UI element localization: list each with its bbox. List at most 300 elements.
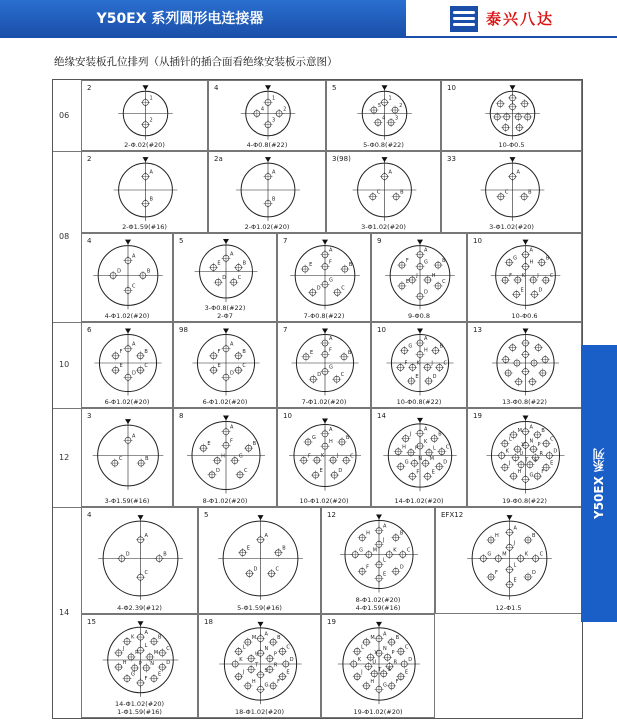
contact-letter: B: [532, 532, 536, 539]
arrangement-code: 5: [179, 237, 184, 245]
contact-letter: L: [508, 436, 512, 443]
contact-letter: B: [272, 196, 276, 203]
contact-letter: A: [149, 169, 153, 176]
contact-letter: K: [416, 360, 420, 367]
contact-letter: A: [264, 532, 268, 539]
contact-letter: D: [230, 370, 234, 377]
series-side-tab-label: Y50EX 系列: [592, 448, 606, 520]
keyway-marker: [258, 622, 264, 627]
contact-letter: D: [125, 551, 130, 558]
contact-letter: B: [545, 255, 550, 262]
insert-face-diagram: [174, 409, 278, 508]
contact-letter: D: [399, 564, 404, 571]
arrangement-code: 2: [87, 155, 92, 163]
arrangement-caption: 19-Φ0.8(#22): [502, 497, 547, 505]
insert-face-diagram: [82, 409, 174, 508]
contact-letter: A: [424, 336, 428, 343]
keyway-marker: [417, 240, 423, 245]
arrangement-caption: 1-Φ1.59(#16): [117, 708, 162, 716]
keyway-marker: [417, 328, 423, 333]
contact-letter: B: [348, 262, 353, 269]
contact-letter: B: [282, 545, 286, 552]
arrangement-code: 9: [377, 237, 382, 245]
row-size-label: 10: [59, 360, 70, 369]
row-divider: [53, 151, 81, 152]
contact-letter: C: [442, 278, 446, 285]
contact-letter: A: [230, 341, 234, 348]
contact-letter: C: [550, 436, 554, 443]
contact-letter: P: [273, 651, 277, 658]
contact-letter: N: [418, 456, 423, 463]
contact-letter: D: [216, 467, 220, 474]
contact-letter: G: [359, 547, 364, 554]
contact-letter: G: [404, 459, 409, 466]
contact-letter: F: [395, 678, 399, 685]
page-title: Y50EX 系列圆形电连接器: [96, 11, 264, 27]
keyway-marker: [258, 515, 264, 520]
contact-letter: E: [520, 287, 524, 294]
arrangement-caption: 7-Φ1.02(#20): [301, 398, 347, 406]
contact-letter: 5: [377, 103, 382, 110]
contact-letter: V: [521, 442, 525, 449]
insert-face-diagram: [372, 323, 468, 409]
arrangement-code: 10: [447, 84, 456, 92]
brand-block: [406, 0, 617, 38]
arrangement-code: 98: [179, 326, 188, 334]
contact-letter: A: [230, 251, 234, 258]
contact-letter: 4: [260, 106, 265, 113]
arrangement-caption: 14-Φ1.02(#20): [115, 700, 164, 708]
contact-letter: G: [383, 682, 387, 689]
arrangement-caption: 10-Φ0.8(#22): [396, 398, 442, 406]
arrangement-code: 4: [214, 84, 219, 92]
contact-letter: D: [117, 268, 121, 275]
arrangement-caption: 12-Φ1.5: [495, 604, 522, 612]
contact-letter: H: [517, 469, 522, 476]
contact-letter: D: [253, 566, 258, 573]
contact-letter: H: [221, 453, 225, 460]
contact-letter: D: [289, 657, 294, 663]
contact-letter: A: [272, 169, 276, 176]
contact-letter: A: [424, 426, 428, 433]
arrangement-code: 8: [179, 412, 184, 420]
contact-letter: K: [393, 547, 397, 554]
contact-letter: A: [513, 525, 517, 532]
contact-letter: B: [348, 349, 352, 356]
keyway-marker: [265, 85, 271, 90]
keyway-marker: [376, 622, 382, 627]
contact-letter: D: [317, 372, 322, 379]
keyway-marker: [322, 418, 328, 423]
arrangement-cell: [277, 233, 371, 322]
contact-letter: B: [399, 530, 404, 537]
contact-letter: C: [132, 283, 136, 290]
insert-face-diagram: [468, 409, 583, 508]
contact-letter: T: [525, 457, 529, 464]
contact-letter: B: [242, 260, 247, 267]
contact-letter: P: [391, 650, 395, 657]
keyway-marker: [138, 515, 144, 520]
insert-face-diagram: [442, 152, 583, 234]
contact-letter: B: [541, 427, 545, 434]
contact-letter: J: [361, 669, 363, 676]
arrangement-code: 10: [473, 237, 482, 245]
contact-letter: J: [383, 537, 385, 544]
contact-letter: E: [513, 577, 517, 584]
insert-face-diagram: [278, 409, 372, 508]
arrangement-caption: 2-Φ1.59(#16): [122, 223, 167, 231]
contact-letter: C: [443, 360, 447, 367]
contact-letter: J: [513, 540, 515, 547]
arrangement-caption: 4-Φ2.39(#12): [117, 604, 162, 612]
contact-letter: 3: [395, 115, 399, 122]
arrangement-cell: [198, 614, 321, 718]
keyway-marker: [523, 415, 529, 420]
contact-letter: B: [163, 551, 167, 558]
contact-letter: F: [405, 258, 409, 265]
contact-letter: C: [504, 189, 509, 196]
arrangement-caption: 8-Φ1.02(#20): [355, 596, 401, 604]
arrangement-code: 4: [87, 511, 92, 519]
contact-letter: H: [370, 678, 375, 685]
arrangement-code: 15: [87, 618, 96, 626]
insert-face-diagram: [82, 152, 209, 234]
contact-letter: P: [414, 445, 418, 452]
arrangement-caption: 2-Φ1.02(#20): [244, 223, 290, 231]
contact-letter: E: [309, 262, 313, 269]
contact-letter: B: [252, 441, 257, 448]
contact-letter: E: [207, 441, 211, 448]
contact-letter: R: [273, 662, 278, 669]
arrangement-cell: [198, 507, 321, 614]
keyway-marker: [125, 328, 131, 333]
keyway-marker: [322, 240, 328, 245]
contact-letter: C: [404, 644, 409, 651]
arrangement-cell: [371, 408, 467, 507]
keyway-marker: [125, 240, 131, 245]
contact-letter: G: [329, 277, 333, 284]
arrangement-cell: [321, 507, 435, 614]
keyway-marker: [265, 157, 271, 162]
page-header: [0, 0, 617, 38]
contact-letter: J: [537, 272, 539, 279]
contact-letter: H: [402, 444, 406, 451]
contact-letter: A: [264, 631, 268, 638]
insert-face-diagram: [436, 508, 583, 615]
arrangement-caption: 18-Φ1.02(#20): [235, 708, 284, 716]
arrangement-cell: [326, 151, 441, 233]
contact-letter: 1: [388, 95, 392, 102]
contact-letter: C: [275, 566, 279, 573]
arrangement-caption: 3-Φ1.02(#20): [361, 223, 406, 231]
arrangement-cell: [467, 233, 582, 322]
arrangement-code: 5: [204, 511, 209, 519]
contact-letter: D: [424, 289, 428, 296]
contact-letter: G: [487, 551, 492, 558]
insert-face-diagram: [327, 152, 442, 234]
arrangement-code: 33: [447, 155, 456, 163]
insert-face-diagram: [82, 323, 174, 409]
contact-letter: E: [286, 669, 290, 676]
contact-letter: F: [307, 453, 311, 460]
contact-letter: B: [149, 196, 153, 203]
contact-letter: A: [144, 630, 148, 637]
contact-letter: D: [166, 660, 171, 667]
keyway-marker: [125, 419, 131, 424]
contact-letter: A: [230, 424, 234, 431]
contact-letter: F: [366, 564, 370, 571]
contact-letter: A: [329, 426, 333, 433]
arrangement-cell: [81, 151, 208, 233]
contact-letter: U: [255, 651, 259, 658]
insert-arrangement-grid: [52, 79, 583, 719]
contact-letter: D: [432, 374, 437, 381]
contact-letter: G: [329, 364, 333, 371]
contact-letter: G: [529, 472, 534, 479]
contact-letter: K: [521, 272, 526, 279]
arrangement-cell: [173, 408, 277, 507]
contact-letter: 2: [149, 117, 153, 124]
arrangement-code: 4: [87, 237, 92, 245]
arrangement-caption: 9-Φ0.8: [408, 312, 430, 320]
contact-letter: M: [372, 547, 378, 554]
arrangement-cell: [173, 233, 277, 322]
insert-face-diagram: [372, 409, 468, 508]
contact-letter: E: [319, 468, 323, 475]
contact-letter: C: [445, 444, 450, 451]
insert-face-diagram: [278, 323, 372, 409]
contact-letter: E: [217, 260, 221, 267]
arrangement-cell: [441, 80, 582, 151]
contact-letter: M: [370, 635, 375, 642]
contact-letter: F: [217, 348, 221, 355]
contact-letter: B: [145, 456, 149, 463]
contact-letter: B: [277, 635, 281, 642]
section-subtitle: 绝缘安装板孔位排列（从插针的插合面看绝缘安装板示意图）: [54, 56, 338, 68]
row-divider: [53, 408, 81, 409]
contact-letter: F: [416, 469, 420, 476]
keyway-marker: [322, 328, 328, 333]
keyway-marker: [523, 240, 529, 245]
contact-letter: N: [150, 660, 155, 667]
contact-letter: C: [237, 275, 242, 282]
arrangement-cell: [208, 151, 326, 233]
contact-letter: R: [135, 649, 139, 656]
contact-letter: D: [553, 448, 558, 455]
contact-letter: C: [144, 570, 148, 577]
arrangement-caption: 10-Φ0.5: [498, 141, 525, 149]
arrangement-caption: 14-Φ1.02(#20): [394, 497, 444, 505]
row-size-label: 14: [59, 607, 70, 617]
keyway-marker: [382, 157, 388, 162]
contact-letter: C: [243, 467, 248, 474]
keyway-marker: [510, 157, 516, 162]
insert-face-diagram: [468, 234, 583, 323]
contact-letter: M: [251, 635, 257, 642]
contact-letter: E: [119, 363, 123, 370]
contact-letter: C: [118, 456, 123, 463]
contact-letter: K: [524, 551, 528, 558]
arrangement-caption: 2-Φ.02(#20): [124, 141, 165, 149]
contact-letter: J: [242, 669, 245, 676]
row-size-label: 08: [59, 231, 70, 241]
contact-letter: M: [153, 649, 159, 656]
contact-letter: 1: [272, 95, 276, 102]
contact-letter: B: [242, 348, 246, 355]
contact-letter: B: [442, 258, 446, 265]
contact-letter: K: [131, 634, 135, 641]
arrangement-caption: 10-Φ0.6: [511, 312, 538, 320]
contact-letter: C: [242, 363, 246, 370]
contact-letter: H: [494, 532, 499, 539]
contact-letter: A: [529, 247, 533, 254]
contact-letter: S: [387, 666, 391, 673]
arrangement-cell: [321, 614, 435, 718]
insert-face-diagram: [372, 234, 468, 323]
arrangement-cell: [467, 408, 582, 507]
contact-letter: G: [131, 671, 135, 678]
keyway-marker: [417, 418, 423, 423]
arrangement-cell: [441, 151, 582, 233]
contact-letter: E: [405, 278, 410, 285]
contact-letter: G: [513, 255, 518, 262]
arrangement-caption: 4-Φ1.02(#20): [104, 312, 150, 320]
arrangement-code: 3(98): [332, 155, 351, 163]
arrangement-code: 18: [204, 618, 213, 626]
contact-letter: D: [222, 275, 227, 282]
contact-letter: 2: [283, 106, 287, 113]
arrangement-code: 7: [283, 326, 288, 334]
arrangement-code: 2a: [214, 155, 223, 163]
contact-letter: L: [513, 562, 517, 569]
insert-face-diagram: [278, 234, 372, 323]
arrangement-caption: 10-Φ1.02(#20): [299, 497, 349, 505]
contact-letter: C: [144, 363, 148, 370]
company-logo-icon: [450, 6, 478, 32]
contact-letter: F: [494, 570, 498, 577]
contact-letter: L: [433, 445, 436, 452]
arrangement-cell: [81, 233, 173, 322]
keyway-marker: [138, 621, 144, 626]
row-size-label: 06: [59, 110, 70, 120]
contact-letter: C: [406, 547, 411, 554]
contact-letter: L: [361, 644, 364, 651]
arrangement-caption: 4-Φ1.59(#16): [355, 604, 401, 612]
contact-letter: D: [338, 468, 343, 475]
contact-letter: G: [408, 343, 413, 350]
contact-letter: A: [132, 433, 136, 440]
keyway-marker: [376, 514, 382, 519]
keyway-marker: [143, 157, 149, 162]
insert-face-diagram: [209, 152, 327, 234]
insert-face-diagram: [199, 508, 322, 615]
keyway-marker: [382, 85, 388, 90]
contact-letter: M: [429, 456, 434, 463]
arrangement-code: 5: [332, 84, 337, 92]
contact-letter: D: [538, 287, 543, 294]
contact-letter: C: [341, 285, 345, 292]
contact-letter: A: [383, 523, 387, 530]
contact-letter: V: [374, 650, 378, 657]
contact-letter: N: [264, 646, 269, 653]
contact-letter: M: [517, 427, 522, 434]
contact-letter: A: [329, 336, 333, 343]
keyway-marker: [223, 415, 229, 420]
contact-letter: A: [144, 532, 148, 539]
contact-letter: E: [431, 469, 435, 476]
insert-face-diagram: [174, 323, 278, 409]
contact-letter: J: [409, 431, 412, 438]
contact-letter: J: [337, 453, 339, 460]
arrangement-caption: 6-Φ1.02(#20): [202, 398, 248, 406]
insert-face-diagram: [199, 615, 322, 719]
insert-face-diagram: [82, 234, 174, 323]
contact-letter: D: [316, 285, 321, 292]
contact-letter: B: [438, 431, 442, 438]
contact-letter: A: [132, 253, 136, 260]
arrangement-caption: 4-Φ0.8(#22): [246, 141, 288, 149]
contact-letter: C: [376, 189, 381, 196]
keyway-marker: [143, 85, 149, 90]
keyway-marker: [223, 328, 229, 333]
contact-letter: J: [508, 460, 511, 467]
contact-letter: F: [119, 348, 123, 355]
arrangement-caption: 5-Φ1.59(#16): [237, 604, 282, 612]
contact-letter: A: [132, 341, 136, 348]
arrangement-caption: 3-Φ1.02(#20): [489, 223, 534, 231]
arrangement-code: 10: [283, 412, 292, 420]
arrangement-code: EFX12: [441, 511, 464, 519]
contact-letter: M: [502, 551, 507, 558]
contact-letter: H: [366, 530, 370, 537]
contact-letter: S: [264, 667, 268, 674]
contact-letter: B: [146, 268, 151, 275]
brand-name: 泰兴八达: [486, 10, 555, 28]
contact-letter: H: [251, 678, 256, 685]
contact-letter: L: [383, 557, 386, 564]
contact-letter: E: [157, 671, 162, 678]
contact-letter: C: [350, 453, 354, 460]
contact-letter: B: [528, 189, 532, 196]
arrangement-code: 3: [87, 412, 92, 420]
contact-letter: K: [239, 657, 243, 663]
contact-letter: R: [393, 659, 398, 666]
contact-letter: K: [424, 438, 428, 445]
arrangement-cell: [277, 408, 371, 507]
arrangement-caption: 3-Φ1.59(#16): [104, 497, 150, 505]
contact-letter: 1: [149, 95, 153, 102]
contact-letter: E: [309, 349, 314, 356]
contact-letter: E: [550, 460, 554, 467]
contact-letter: E: [217, 363, 221, 370]
series-side-tab: [581, 345, 617, 622]
arrangement-caption: 8-Φ1.02(#20): [202, 497, 248, 505]
contact-letter: L: [144, 643, 148, 650]
contact-letter: H: [424, 347, 428, 354]
arrangement-cell: [81, 408, 173, 507]
arrangement-cell: [371, 322, 467, 408]
contact-letter: K: [357, 657, 361, 663]
contact-letter: B: [395, 635, 400, 642]
arrangement-caption: 6-Φ1.02(#20): [104, 398, 150, 406]
arrangement-cell: [173, 322, 277, 408]
contact-letter: J: [431, 360, 433, 367]
contact-letter: P: [138, 660, 142, 667]
contact-letter: C: [539, 551, 544, 558]
contact-letter: N: [383, 646, 387, 653]
arrangement-caption: 13-Φ0.8(#22): [502, 398, 547, 406]
arrangement-caption: 19-Φ1.02(#20): [353, 708, 403, 716]
